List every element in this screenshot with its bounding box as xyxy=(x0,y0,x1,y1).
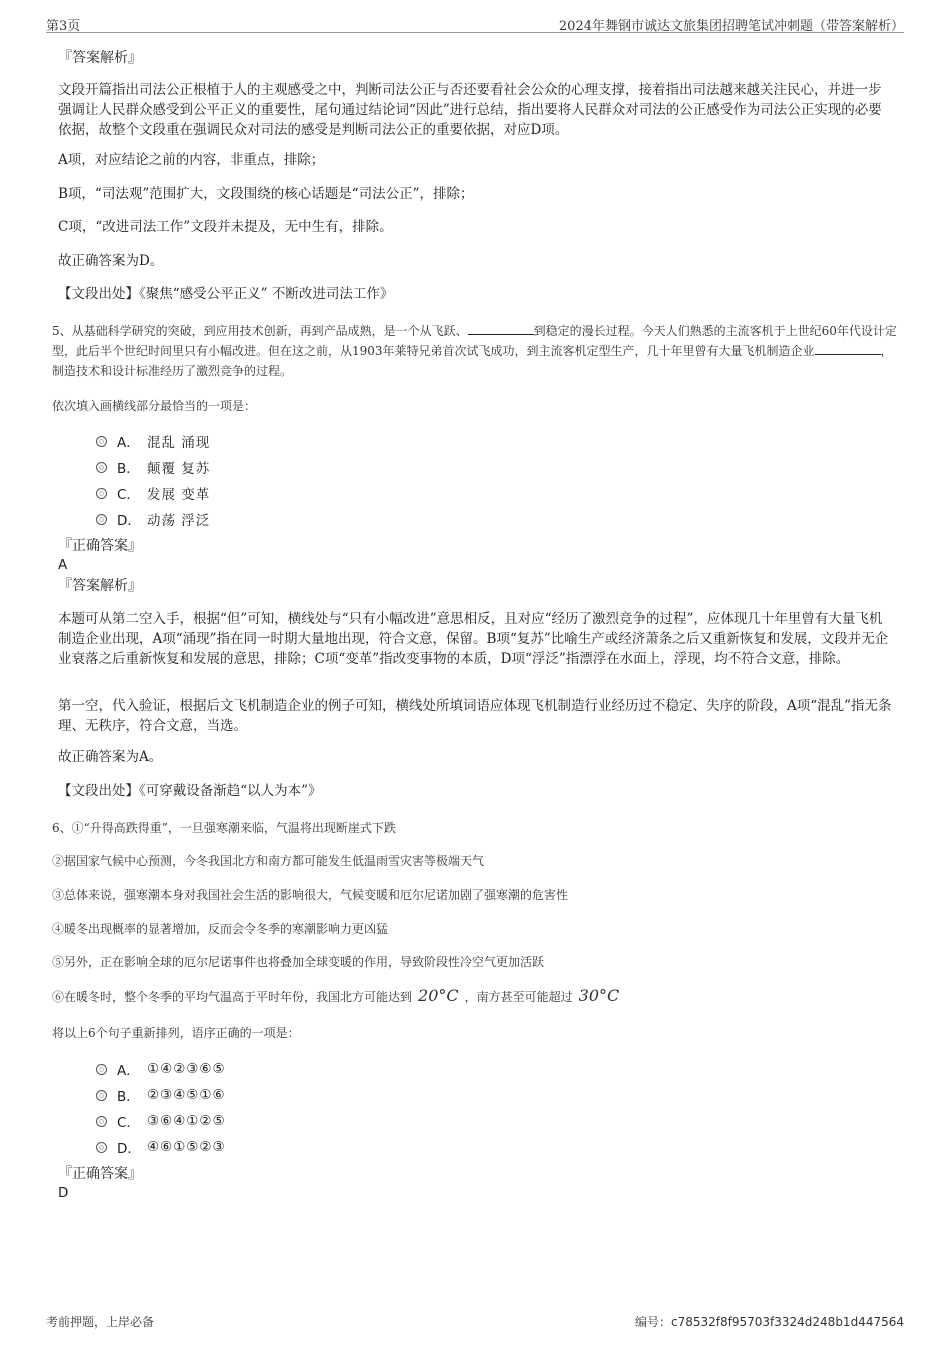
answer-conclusion: 故正确答案为D。 xyxy=(58,253,164,269)
question-6-sentence: ②据国家气候中心预测，今冬我国北方和南方都可能发生低温雨雪灾害等极端天气 xyxy=(52,854,485,868)
radio-button[interactable] xyxy=(96,1090,107,1101)
option-b[interactable]: B． ②③④⑤①⑥ xyxy=(96,1085,226,1105)
correct-answer: D xyxy=(58,1185,69,1201)
radio-button[interactable] xyxy=(96,514,107,525)
option-c[interactable]: C． ③⑥④①②⑤ xyxy=(96,1111,226,1131)
analysis-paragraph: B项，“司法观”范围扩大，文段围绕的核心话题是“司法公正”，排除； xyxy=(58,186,474,202)
source-citation: 【文段出处】《聚焦“感受公平正义” 不断改进司法工作》 xyxy=(58,286,394,302)
analysis-paragraph: A项，对应结论之前的内容，非重点，排除； xyxy=(58,152,325,168)
radio-button[interactable] xyxy=(96,1116,107,1127)
option-a[interactable]: A． ①④②③⑥⑤ xyxy=(96,1059,226,1079)
question-instruction: 依次填入画横线部分最恰当的一项是： xyxy=(52,399,257,413)
radio-button[interactable] xyxy=(96,488,107,499)
correct-answer: A xyxy=(58,557,68,573)
temperature-north: 20°C xyxy=(418,986,459,1005)
analysis-paragraph: 本题可从第二空入手，根据“但”可知，横线处与“只有小幅改进”意思相反，且对应“经历了激烈竞争的过程”，应体现几十年里曾有大量飞机制造企业出现，A项“涌现”指在同一时期大量地出现，符合文意，保留。B项“复苏”比喻生产或经济萧条之后又重新恢复和发展，文段并无企业衰落之后重新恢复和发展的意思，排除；C项“变革”指改变事物的本质，D项“浮泛”指漂浮在水面上，浮现，均不符合文意，排除。 xyxy=(58,611,889,667)
option-a[interactable]: A． 混乱 涌现 xyxy=(96,431,210,451)
answer-heading: 『正确答案』 xyxy=(58,538,142,554)
radio-button[interactable] xyxy=(96,436,107,447)
analysis-heading: 『答案解析』 xyxy=(58,50,142,66)
document-title: 2024年舞钢市诚达文旅集团招聘笔试冲刺题（带答案解析） xyxy=(558,19,904,34)
option-b[interactable]: B． 颠覆 复苏 xyxy=(96,457,210,477)
question-5-stem: 5、从基础科学研究的突破，到应用技术创新，再到产品成熟，是一个从飞跃、 到稳定的漫长过程。今天人们熟悉的主流客机于上世纪60年代设计定型，此后半个世纪时间里只有小幅改进。但在这之前，从1903年莱特兄弟首次试飞成功，到主流客机定型生产，几十年里曾有大量飞机制造企业 ，制造技术和设计标准经历了激烈竞争的过程。 xyxy=(52,324,897,378)
temperature-south: 30°C xyxy=(578,986,620,1005)
analysis-paragraph: 第一空，代入验证，根据后文飞机制造企业的例子可知，横线处所填词语应体现飞机制造行业经历过不稳定、失序的阶段，A项“混乱”指无条理、无秩序，符合文意，当选。 xyxy=(58,698,892,734)
question-instruction: 将以上6个句子重新排列，语序正确的一项是： xyxy=(52,1026,300,1040)
question-6-sentence: ⑤另外，正在影响全球的厄尔尼诺事件也将叠加全球变暖的作用，导致阶段性冷空气更加活跃 xyxy=(52,955,545,969)
option-d[interactable]: D． 动荡 浮泛 xyxy=(96,509,210,529)
option-c[interactable]: C． 发展 变革 xyxy=(96,483,210,503)
fill-blank xyxy=(468,322,534,335)
fill-blank xyxy=(815,342,881,355)
question-6-sentence: ⑥在暖冬时，整个冬季的平均气温高于平时年份，我国北方可能达到 20°C ，南方甚至可能超过 30°C xyxy=(52,986,620,1005)
option-d[interactable]: D． ④⑥①⑤②③ xyxy=(96,1137,226,1157)
document-code: 编号：c78532f8f95703f3324d248b1d447564 xyxy=(634,1315,904,1329)
radio-button[interactable] xyxy=(96,1064,107,1075)
question-6-sentence: ④暖冬出现概率的显著增加，反而会令冬季的寒潮影响力更凶猛 xyxy=(52,922,389,936)
question-6-sentence: 6、①“升得高跌得重”，一旦强寒潮来临，气温将出现断崖式下跌 xyxy=(52,821,396,835)
page-header xyxy=(46,12,904,33)
analysis-paragraph: 文段开篇指出司法公正根植于人的主观感受之中，判断司法公正与否还要看社会公众的心理支撑，接着指出司法越来越关注民心，并进一步强调让人民群众感受到公平正义的重要性，尾句通过结论词“因此”进行总结，指出要将人民群众对司法的公正感受作为司法公正实现的必要依据，故整个文段重在强调民众对司法的感受是判断司法公正的重要依据，对应D项。 xyxy=(58,82,882,138)
page-number: 第3页 xyxy=(46,19,81,34)
radio-button[interactable] xyxy=(96,1142,107,1153)
question-6-sentence: ③总体来说，强寒潮本身对我国社会生活的影响很大，气候变暖和厄尔尼诺加剧了强寒潮的危害性 xyxy=(52,888,569,902)
source-citation: 【文段出处】《可穿戴设备渐趋“以人为本”》 xyxy=(58,783,322,799)
analysis-paragraph: C项，“改进司法工作”文段并未提及，无中生有，排除。 xyxy=(58,219,393,235)
answer-conclusion: 故正确答案为A。 xyxy=(58,749,163,765)
radio-button[interactable] xyxy=(96,462,107,473)
answer-heading: 『正确答案』 xyxy=(58,1166,142,1182)
analysis-heading: 『答案解析』 xyxy=(58,578,142,594)
footer-slogan: 考前押题，上岸必备 xyxy=(46,1315,155,1329)
